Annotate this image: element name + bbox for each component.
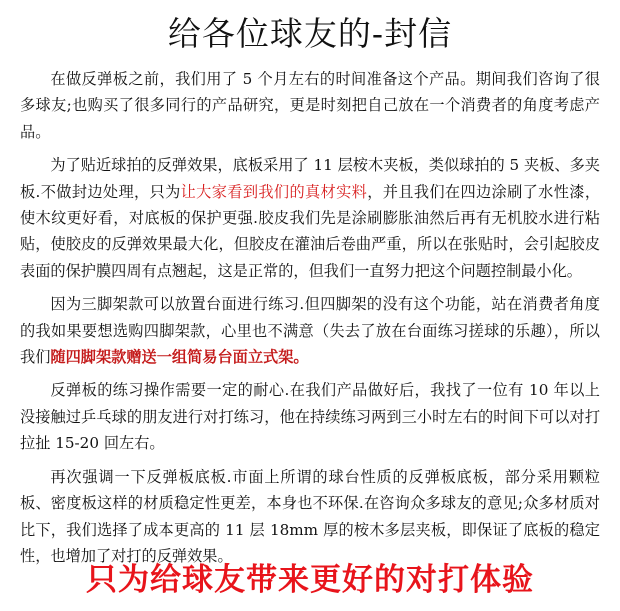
paragraph-text: ，并且我们在四边涂刷了水性漆，使木纹更好看，对底板的保护更强.胶皮我们先是涂刷膨胀油然后再有无机胶水进行粘贴，使胶皮的反弹效果最大化，但胶皮在灌油后卷曲严重，所以在张贴时，会引起胶皮表面的保护膜四周有点翘起，这是正常的，但我们一直努力把这个问题控制最小化。 [20, 182, 601, 280]
paragraph-text: 因为三脚架款可以放置台面进行练习.但四脚架的没有这个功能，站在消费者角度的我如果要想选购四脚架款，心里也不满意（失去了放在台面练习搓球的乐趣），所以我们 [20, 295, 600, 367]
paragraph-2 [20, 152, 600, 284]
highlight-real-material: 让大家看到我们的真材实料 [180, 182, 368, 201]
paragraph-4 [20, 377, 600, 456]
paragraph-text: 为了贴近球拍的反弹效果，底板采用了 11 层桉木夹板，类似球拍的 5 夹板、多夹板.不做封边处理，只为 [20, 156, 600, 201]
paragraph-1 [20, 66, 600, 145]
paragraph-text: 再次强调一下反弹板底板.市面上所谓的球台性质的反弹板底板，部分采用颗粒板、密度板这样的材质稳定性更差，本身也不环保.在咨询众多球友的意见;众多材质对比下，我们选择了成本更高的 11 层 18mm 厚的桉木多层夹板，即保证了底板的稳定性，也增加了对打的反弹效果。 [20, 467, 600, 565]
paragraph-5 [20, 464, 600, 570]
highlight-gift-stand: 随四脚架款赠送一组简易台面立式架。 [50, 348, 309, 367]
paragraph-text: 反弹板的练习操作需要一定的耐心.在我们产品做好后，我找了一位有 10 年以上没接触过乒乓球的朋友进行对打练习，他在持续练习两到三小时左右的时间下可以对打拉扯 15-20 回左右。 [20, 381, 600, 453]
paragraph-3 [20, 291, 600, 370]
paragraph-text: 在做反弹板之前，我们用了 5 个月左右的时间准备这个产品。期间我们咨询了很多球友;也购买了很多同行的产品研究，更是时刻把自己放在一个消费者的角度考虑产品。 [20, 70, 600, 141]
letter-title: 给各位球友的-封信 [167, 14, 453, 53]
slogan-banner: 只为给球友带来更好的对打体验 [86, 562, 534, 598]
